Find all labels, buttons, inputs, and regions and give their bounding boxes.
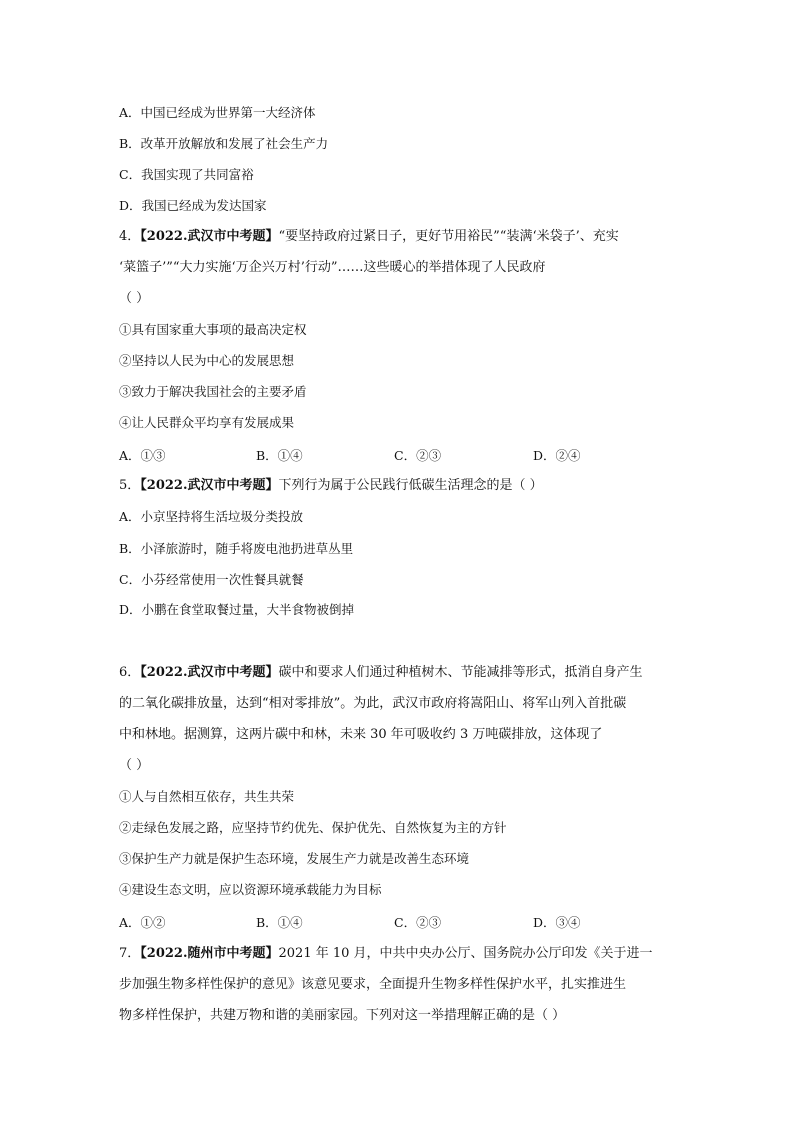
q3-option-a: A．中国已经成为世界第一大经济体	[119, 105, 316, 120]
q6-choice-c: C．②③	[394, 915, 442, 930]
q4-choice-b: B．①④	[256, 448, 303, 463]
q3-option-b: B．改革开放解放和发展了社会生产力	[119, 136, 329, 151]
q6-choices	[119, 914, 581, 932]
q5-stem	[119, 477, 543, 495]
q6-stem-line1	[119, 664, 643, 682]
q5-option-b: B．小泽旅游时，随手将废电池扔进草丛里	[119, 541, 354, 556]
q4-statement-4: ④让人民群众平均享有发展成果	[119, 415, 295, 430]
q4-choice-c: C．②③	[394, 448, 442, 463]
q4-answer-paren: （ ）	[119, 291, 150, 306]
q6-stem-line3: 中和林地。据测算，这两片碳中和林，未来 30 年可吸收约 3 万吨碳排放，这体现了	[119, 727, 603, 742]
q6-number: 6．	[119, 665, 141, 680]
q4-stem-line1	[119, 228, 619, 246]
q4-stem-line2: ‘菜篮子’”“大力实施‘万企兴万村’行动”……这些暖心的举措体现了人民政府	[119, 260, 546, 275]
q5-source-tag: 【2022.武汉市中考题】	[140, 478, 279, 493]
q6-statement-1: ①人与自然相互依存，共生共荣	[119, 789, 295, 804]
q6-statement-2: ②走绿色发展之路，应坚持节约优先、保护优先、自然恢复为主的方针	[119, 820, 507, 835]
q5-option-d: D．小鹏在食堂取餐过量，大半食物被倒掉	[119, 602, 355, 617]
q6-answer-paren: （ ）	[119, 758, 150, 773]
q7-stem-line2: 步加强生物多样性保护的意见》该意见要求，全面提升生物多样性保护水平，扎实推进生	[119, 977, 627, 992]
q4-statement-1: ①具有国家重大事项的最高决定权	[119, 322, 307, 337]
q7-stem-line3: 物多样性保护，共建万物和谐的美丽家园。下列对这一举措理解正确的是（ ）	[119, 1008, 566, 1023]
q6-choice-a: A．①②	[119, 915, 166, 930]
q6-choice-b: B．①④	[256, 915, 303, 930]
q4-choice-a: A．①③	[119, 448, 166, 463]
q4-choices	[119, 447, 581, 465]
q4-number: 4．	[119, 229, 141, 244]
q3-option-d: D．我国已经成为发达国家	[119, 198, 267, 213]
q7-text-1: 2021 年 10 月，中共中央办公厅、国务院办公厅印发《关于进一	[278, 946, 653, 961]
q6-choice-d: D．③④	[533, 915, 581, 930]
q7-stem-line1	[119, 945, 653, 963]
q3-option-c: C．我国实现了共同富裕	[119, 167, 254, 182]
q7-number: 7．	[119, 946, 141, 961]
q6-statement-4: ④建设生态文明，应以资源环境承载能力为目标	[119, 882, 382, 897]
q4-text-1: “要坚持政府过紧日子，更好节用裕民”“装满‘米袋子’、充实	[278, 229, 619, 244]
q7-source-tag: 【2022.随州市中考题】	[140, 946, 279, 961]
q5-option-a: A．小京坚持将生活垃圾分类投放	[119, 509, 304, 524]
q5-option-c: C．小芬经常使用一次性餐具就餐	[119, 572, 304, 587]
q6-source-tag: 【2022.武汉市中考题】	[140, 665, 279, 680]
q6-statement-3: ③保护生产力就是保护生态环境，发展生产力就是改善生态环境	[119, 851, 470, 866]
q6-stem-line2: 的二氧化碳排放量，达到“相对零排放”。为此，武汉市政府将嵩阳山、将军山列入首批碳	[119, 696, 627, 711]
q4-statement-2: ②坚持以人民为中心的发展思想	[119, 353, 295, 368]
q5-number: 5．	[119, 478, 141, 493]
q4-statement-3: ③致力于解决我国社会的主要矛盾	[119, 384, 307, 399]
q4-choice-d: D．②④	[533, 448, 581, 463]
q4-source-tag: 【2022.武汉市中考题】	[140, 229, 279, 244]
q6-text-1: 碳中和要求人们通过种植树木、节能减排等形式，抵消自身产生	[278, 665, 643, 680]
q5-text: 下列行为属于公民践行低碳生活理念的是（ ）	[278, 478, 543, 493]
